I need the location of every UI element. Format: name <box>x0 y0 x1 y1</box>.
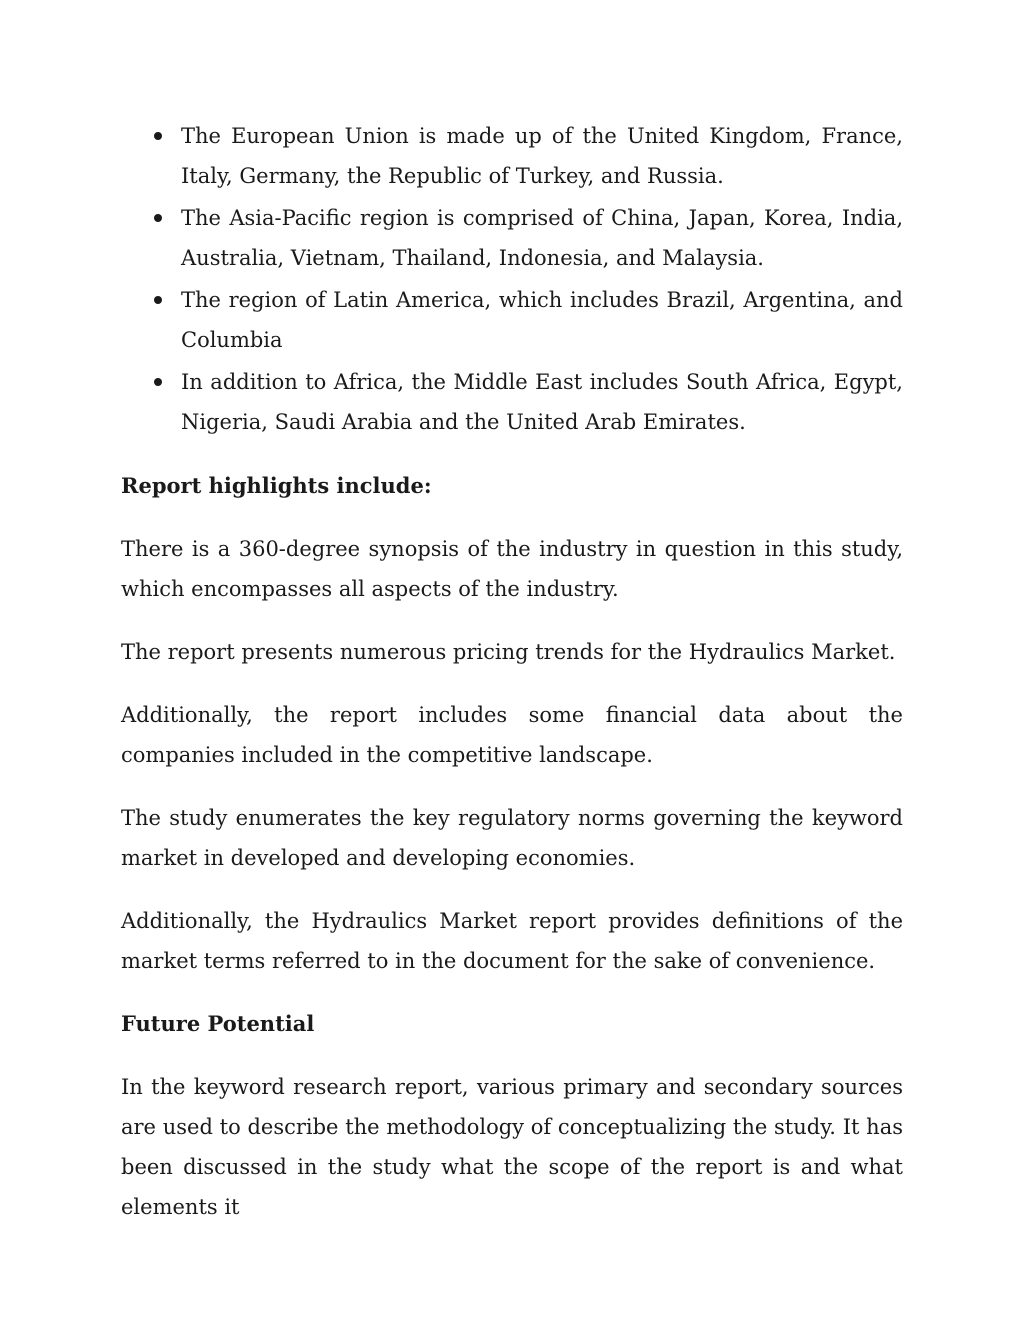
bullet-icon <box>154 378 162 386</box>
future-potential-paragraph: In the keyword research report, various primary and secondary sources are used to describe the methodology of conceptualizing the study. It has been discussed in the study what the scope of the report is and what elements it <box>121 1075 903 1219</box>
list-item-text: The Asia-Pacific region is comprised of China, Japan, Korea, India, Australia, Vietnam, Thailand, Indonesia, and Malaysia. <box>181 206 903 270</box>
region-bullet-list <box>121 116 903 442</box>
bullet-icon <box>154 296 162 304</box>
highlights-paragraph: There is a 360-degree synopsis of the industry in question in this study, which encompasses all aspects of the industry. <box>121 537 903 601</box>
list-item <box>121 198 903 278</box>
document-page <box>121 116 903 1227</box>
list-item-text: The region of Latin America, which includes Brazil, Argentina, and Columbia <box>181 288 903 352</box>
list-item <box>121 116 903 196</box>
highlights-paragraph: Additionally, the report includes some financial data about the companies included in the competitive landscape. <box>121 703 903 767</box>
future-potential-heading: Future Potential <box>121 1011 315 1036</box>
highlights-paragraph: The report presents numerous pricing trends for the Hydraulics Market. <box>121 640 896 664</box>
list-item <box>121 280 903 360</box>
highlights-heading: Report highlights include: <box>121 473 432 498</box>
highlights-paragraph: The study enumerates the key regulatory norms governing the keyword market in developed and developing economies. <box>121 806 903 870</box>
list-item <box>121 362 903 442</box>
bullet-icon <box>154 132 162 140</box>
list-item-text: The European Union is made up of the United Kingdom, France, Italy, Germany, the Republic of Turkey, and Russia. <box>181 124 903 188</box>
list-item-text: In addition to Africa, the Middle East includes South Africa, Egypt, Nigeria, Saudi Arabia and the United Arab Emirates. <box>181 370 903 434</box>
bullet-icon <box>154 214 162 222</box>
highlights-paragraph: Additionally, the Hydraulics Market report provides definitions of the market terms referred to in the document for the sake of convenience. <box>121 909 903 973</box>
